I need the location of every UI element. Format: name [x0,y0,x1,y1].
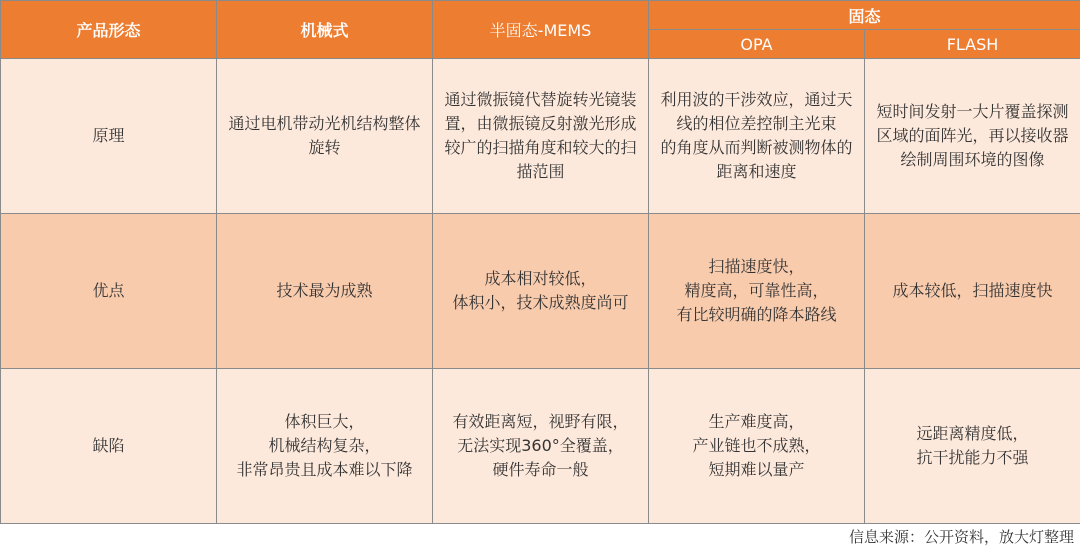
cell-principle-opa [649,59,865,214]
cell-text: 短时间发射一大片覆盖探测 区域的面阵光，再以接收器 绘制周围环境的图像 [876,102,1069,169]
cell-text: 技术最为成熟 [276,281,373,300]
header-flash: FLASH [865,30,1080,59]
row-label-text: 原理 [92,126,125,145]
cell-text: 生产难度高， 产业链也不成熟， 短期难以量产 [692,412,821,479]
header-mechanical: 机械式 [217,1,433,59]
cell-text: 体积巨大， 机械结构复杂， 非常昂贵且成本难以下降 [236,412,413,479]
table-row-principle [1,59,1080,214]
cell-defects-opa [649,369,865,524]
header-semi-solid-mems: 半固态-MEMS [433,1,649,59]
header-opa: OPA [649,30,865,59]
cell-principle-semi-solid [433,59,649,214]
row-label-defects [1,369,217,524]
cell-text: 有效距离短，视野有限， 无法实现360°全覆盖， 硬件寿命一般 [452,412,629,479]
row-label-advantages [1,214,217,369]
cell-advantages-mechanical [217,214,433,369]
row-label-text: 缺陷 [92,436,125,455]
cell-text: 通过微振镜代替旋转光镜装 置，由微振镜反射激光形成 较广的扫描角度和较大的扫 描范围 [444,90,637,181]
cell-defects-semi-solid [433,369,649,524]
cell-text: 扫描速度快， 精度高，可靠性高， 有比较明确的降本路线 [676,257,837,324]
cell-advantages-semi-solid [433,214,649,369]
cell-advantages-opa [649,214,865,369]
cell-text: 远距离精度低， 抗干扰能力不强 [916,424,1029,467]
table-row-advantages [1,214,1080,369]
table-row-defects [1,369,1080,524]
cell-principle-flash [865,59,1080,214]
header-solid: 固态 [649,1,1080,30]
cell-text: 成本相对较低， 体积小，技术成熟度尚可 [452,269,629,312]
header-form: 产品形态 [1,1,217,59]
cell-text: 通过电机带动光机结构整体 旋转 [228,114,421,157]
cell-defects-mechanical [217,369,433,524]
row-label-text: 优点 [92,281,125,300]
cell-advantages-flash [865,214,1080,369]
cell-defects-flash [865,369,1080,524]
cell-text: 利用波的干涉效应，通过天 线的相位差控制主光束 的角度从而判断被测物体的 距离和速度 [660,90,853,181]
row-label-principle [1,59,217,214]
cell-principle-mechanical [217,59,433,214]
cell-text: 成本较低，扫描速度快 [892,281,1053,300]
source-note: 信息来源：公开资料，放大灯整理 [848,528,1074,546]
